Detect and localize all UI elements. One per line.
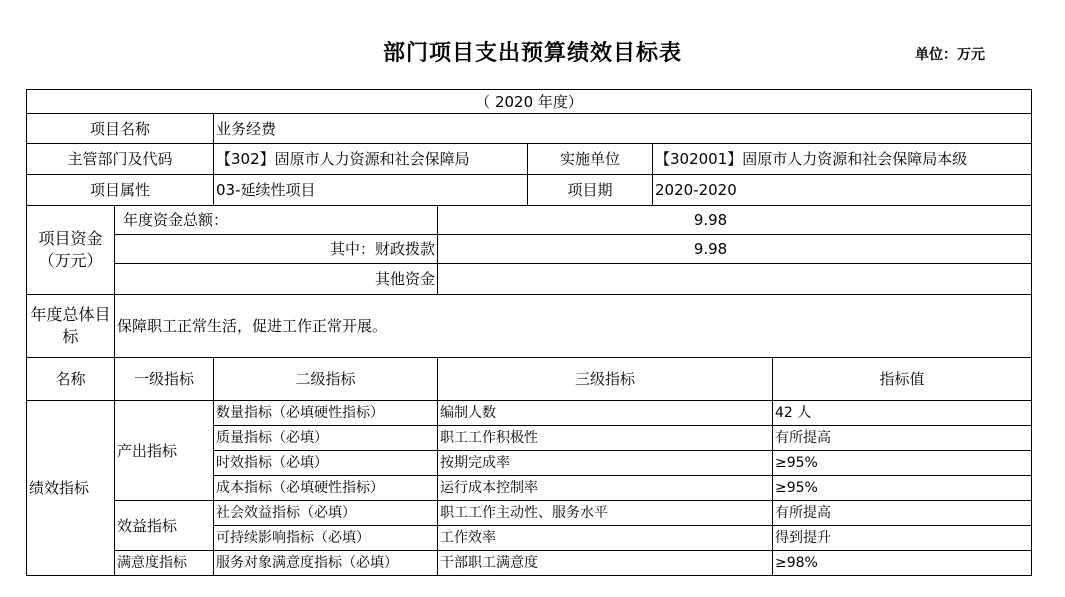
project-name-label: 项目名称 <box>27 114 214 144</box>
page-title: 部门项目支出预算绩效目标表 <box>382 40 682 66</box>
header-name: 名称 <box>27 358 115 401</box>
row-level3: 运行成本控制率 <box>438 476 773 501</box>
attr-label: 项目属性 <box>27 175 214 206</box>
impl-unit-value: 【302001】固原市人力资源和社会保障局本级 <box>653 144 1032 175</box>
performance-table <box>26 89 1032 576</box>
row-value: ≥95% <box>773 451 1032 476</box>
group-satisfaction: 满意度指标 <box>115 551 214 576</box>
row-level2: 数量指标（必填硬性指标） <box>214 401 438 426</box>
fund-total-value: 9.98 <box>438 206 1032 235</box>
row-level3: 工作效率 <box>438 526 773 551</box>
row-level2: 服务对象满意度指标（必填） <box>214 551 438 576</box>
header-value: 指标值 <box>773 358 1032 401</box>
goal-value: 保障职工正常生活，促进工作正常开展。 <box>115 295 1032 358</box>
row-level3: 职工工作主动性、服务水平 <box>438 501 773 526</box>
period-label: 项目期 <box>528 175 653 206</box>
fund-total-label: 年度资金总额： <box>115 206 438 235</box>
row-level2: 质量指标（必填） <box>214 426 438 451</box>
fund-other-label: 其他资金 <box>115 264 438 295</box>
period-value: 2020-2020 <box>653 175 1032 206</box>
row-level3: 按期完成率 <box>438 451 773 476</box>
row-level2: 可持续影响指标（必填） <box>214 526 438 551</box>
header-level2: 二级指标 <box>214 358 438 401</box>
header-level1: 一级指标 <box>115 358 214 401</box>
fund-fiscal-value: 9.98 <box>438 235 1032 264</box>
fund-label: 项目资金（万元） <box>27 206 115 295</box>
perf-label: 绩效指标 <box>27 401 115 576</box>
project-name-value: 业务经费 <box>214 114 1032 144</box>
year-cell: （ 2020 年度） <box>27 90 1032 114</box>
impl-unit-label: 实施单位 <box>528 144 653 175</box>
row-level3: 职工工作积极性 <box>438 426 773 451</box>
dept-value: 【302】固原市人力资源和社会保障局 <box>214 144 528 175</box>
row-level2: 成本指标（必填硬性指标） <box>214 476 438 501</box>
row-level3: 编制人数 <box>438 401 773 426</box>
unit-label: 单位：万元 <box>915 47 985 63</box>
goal-label: 年度总体目标 <box>27 295 115 358</box>
row-value: ≥95% <box>773 476 1032 501</box>
header-level3: 三级指标 <box>438 358 773 401</box>
row-level2: 时效指标（必填） <box>214 451 438 476</box>
attr-value: 03-延续性项目 <box>214 175 528 206</box>
fund-fiscal-label: 其中：财政拨款 <box>115 235 438 264</box>
row-value: 有所提高 <box>773 426 1032 451</box>
row-value: 得到提升 <box>773 526 1032 551</box>
row-value: 有所提高 <box>773 501 1032 526</box>
group-output: 产出指标 <box>115 401 214 501</box>
group-benefit: 效益指标 <box>115 501 214 551</box>
dept-label: 主管部门及代码 <box>27 144 214 175</box>
row-value: 42 人 <box>773 401 1032 426</box>
row-value: ≥98% <box>773 551 1032 576</box>
fund-other-value <box>438 264 1032 295</box>
row-level3: 干部职工满意度 <box>438 551 773 576</box>
row-level2: 社会效益指标（必填） <box>214 501 438 526</box>
